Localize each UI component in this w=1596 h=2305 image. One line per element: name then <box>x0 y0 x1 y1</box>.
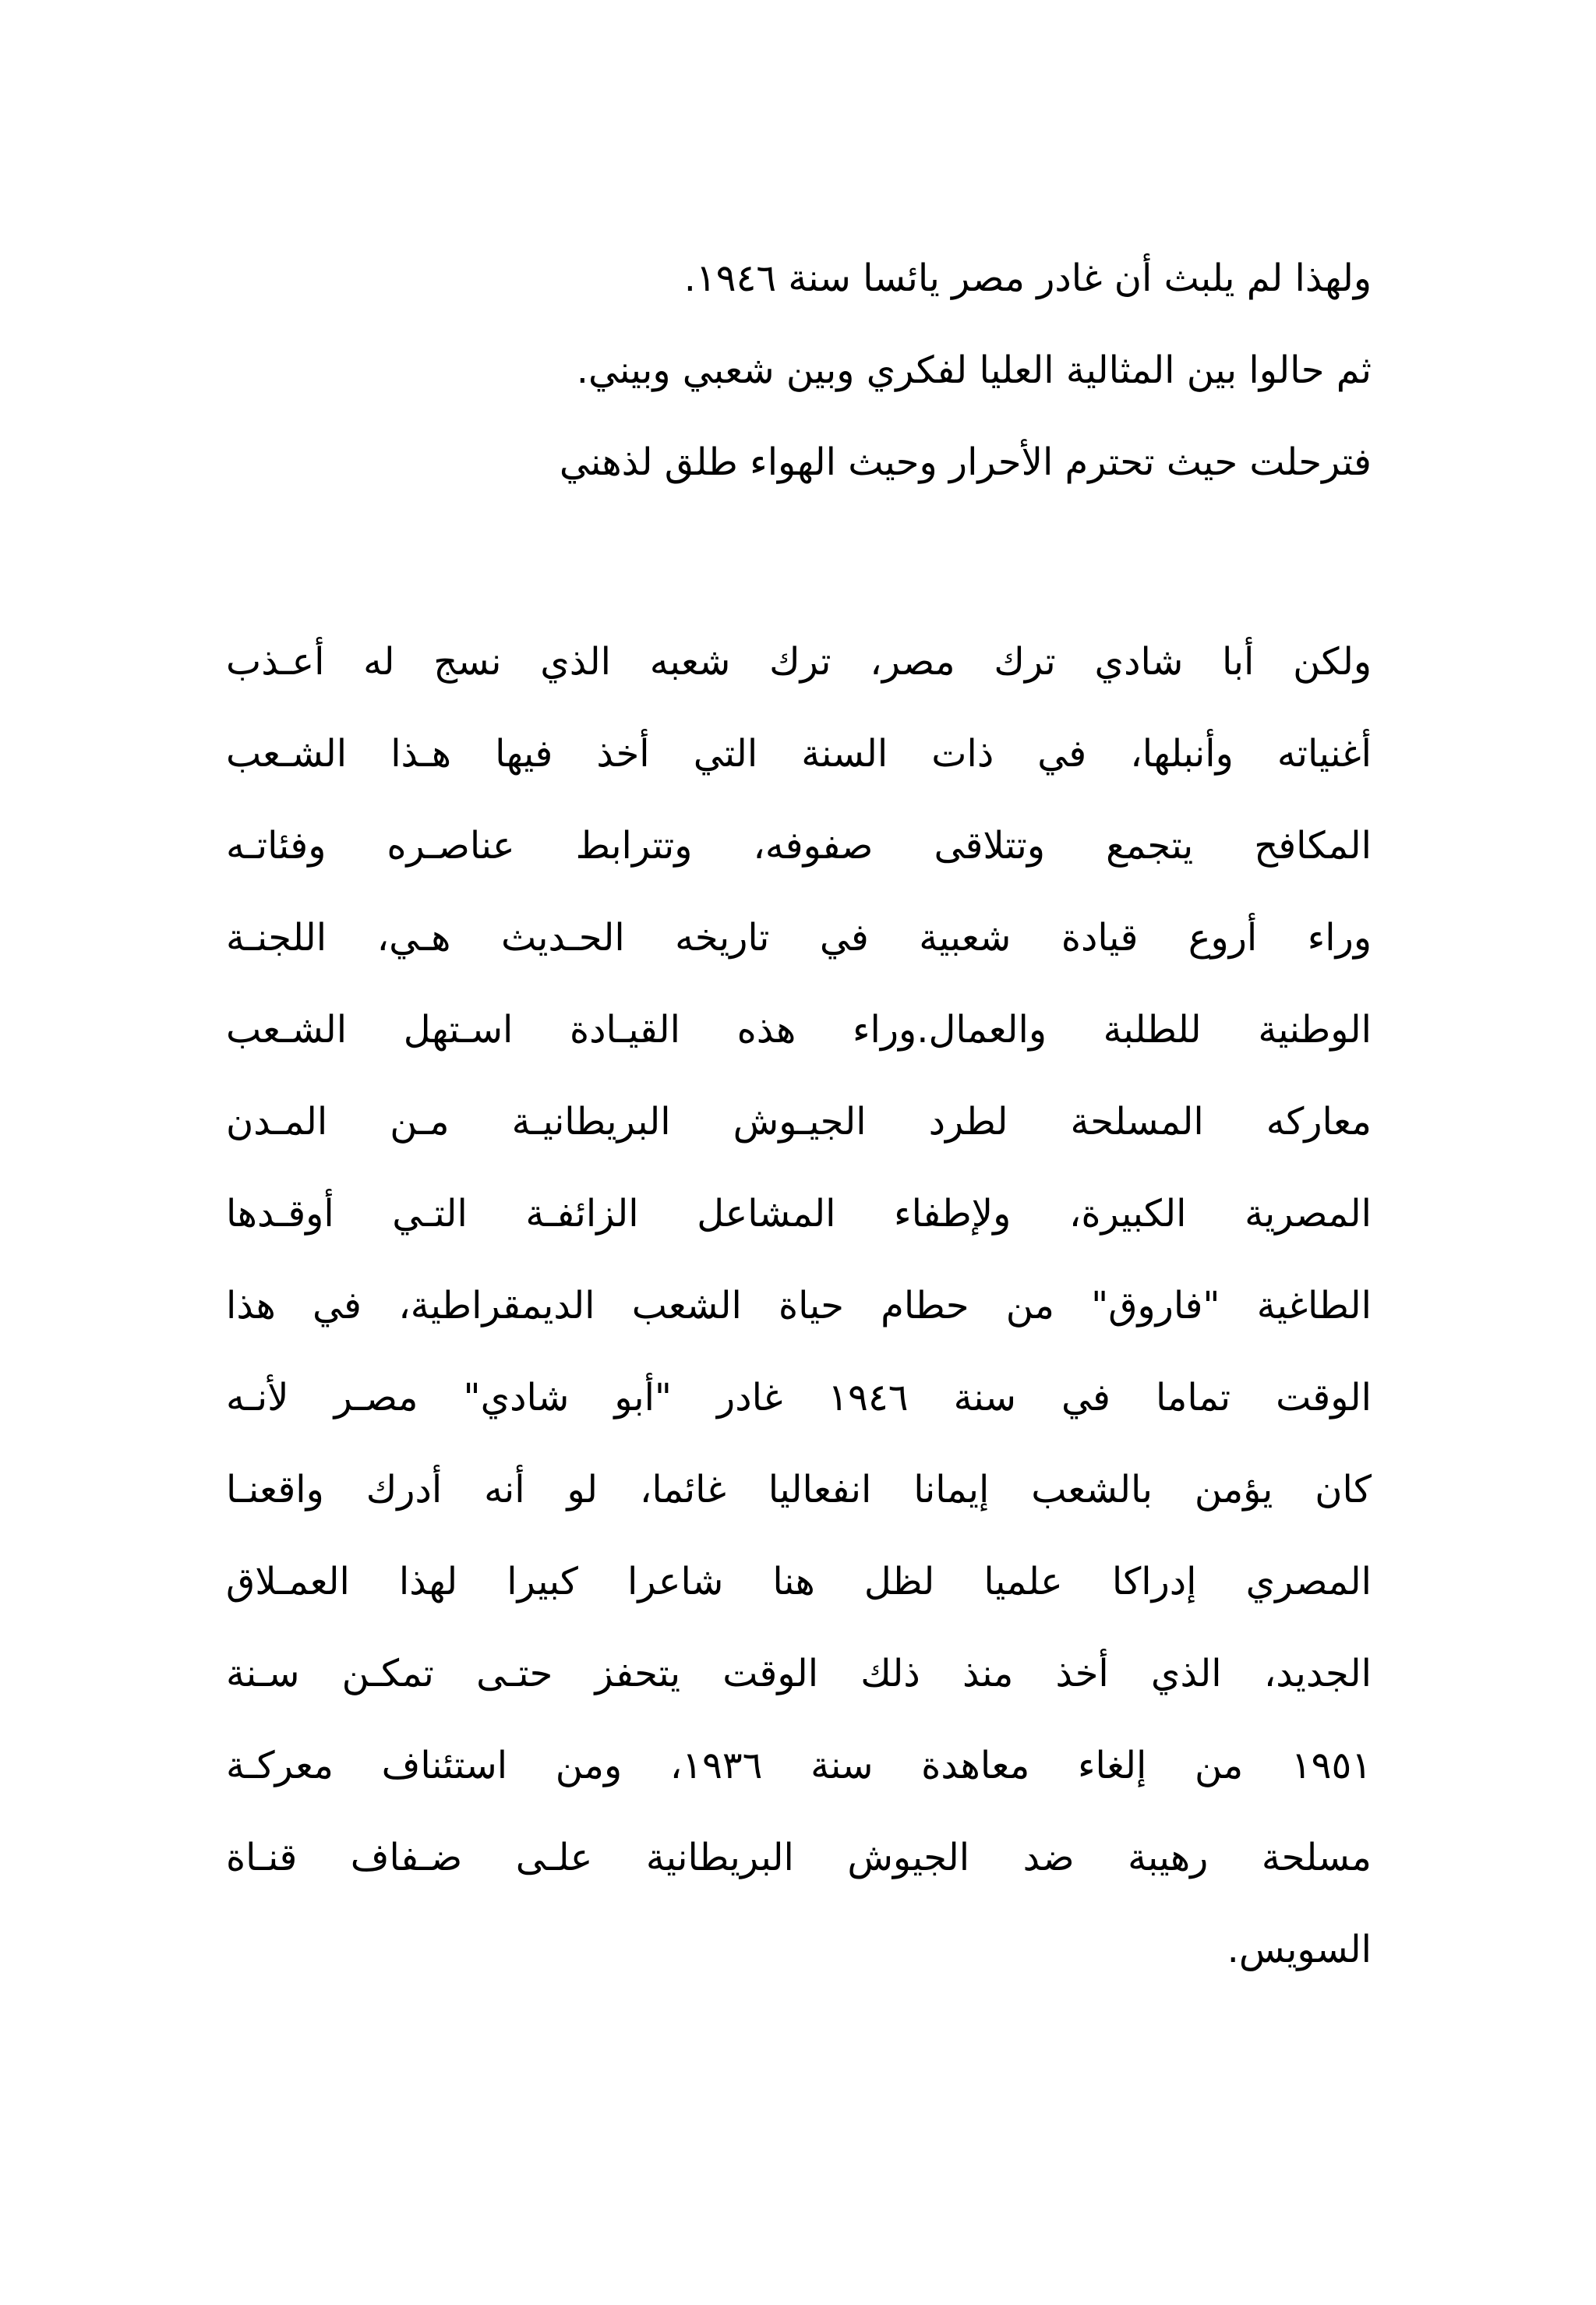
paragraph-line: أغنياته وأنبلها، في ذات السنة التي أخذ فيها هـذا الشـعب <box>226 732 1372 776</box>
paragraph-line: الوقت تماما في سنة ١٩٤٦ غادر "أبو شادي" مصـر لأنـه <box>226 1376 1372 1419</box>
paragraph-line: المصرية الكبيرة، ولإطفاء المشاعل الزائفـة التـي أوقـدها <box>226 1192 1372 1236</box>
paragraph-line: مسلحة رهيبة ضد الجيوش البريطانية علـى ضـفاف قنـاة <box>226 1836 1372 1879</box>
paragraph-line: وراء أروع قيادة شعبية في تاريخه الحـديث هـي، اللجنـة <box>226 916 1372 960</box>
paragraph-line: السويس. <box>1227 1928 1372 1971</box>
paragraph-line: معاركه المسلحة لطرد الجيـوش البريطانيـة مـن المـدن <box>226 1100 1372 1144</box>
paragraph-line: المكافح يتجمع وتتلاقى صفوفه، وتترابط عناصـره وفئاتـه <box>226 824 1372 868</box>
paragraph-line: ولكن أبا شادي ترك مصر، ترك شعبه الذي نسج له أعـذب <box>226 640 1372 684</box>
paragraph-line: ١٩٥١ من إلغاء معاهدة سنة ١٩٣٦، ومن استئناف معركـة <box>226 1744 1372 1787</box>
paragraph-line: الطاغية "فاروق" من حطام حياة الشعب الديمقراطية، في هذا <box>226 1284 1372 1327</box>
paragraph-line: كان يؤمن بالشعب إيمانا انفعاليا غائما، لو أنه أدرك واقعنـا <box>226 1468 1372 1511</box>
paragraph-line: الجديد، الذي أخذ منذ ذلك الوقت يتحفز حتـى تمكـن سـنة <box>226 1652 1372 1695</box>
prose-paragraph <box>226 616 1372 1996</box>
verse-line: فترحلت حيث تحترم الأحرار وحيث الهواء طلق لذهني <box>559 440 1372 484</box>
paragraph-line: المصري إدراكا علميا لظل هنا شاعرا كبيرا لهذا العمـلاق <box>226 1560 1372 1603</box>
verse-line: ولهذا لم يلبث أن غادر مصر يائسا سنة ١٩٤٦. <box>683 256 1372 300</box>
verse-stanza <box>226 232 1372 508</box>
verse-line: ثم حالوا بين المثالية العليا لفكري وبين شعبي وبيني. <box>576 348 1372 392</box>
paragraph-line: الوطنية للطلبة والعمال.وراء هذه القيـادة اسـتهل الشـعب <box>226 1008 1372 1052</box>
